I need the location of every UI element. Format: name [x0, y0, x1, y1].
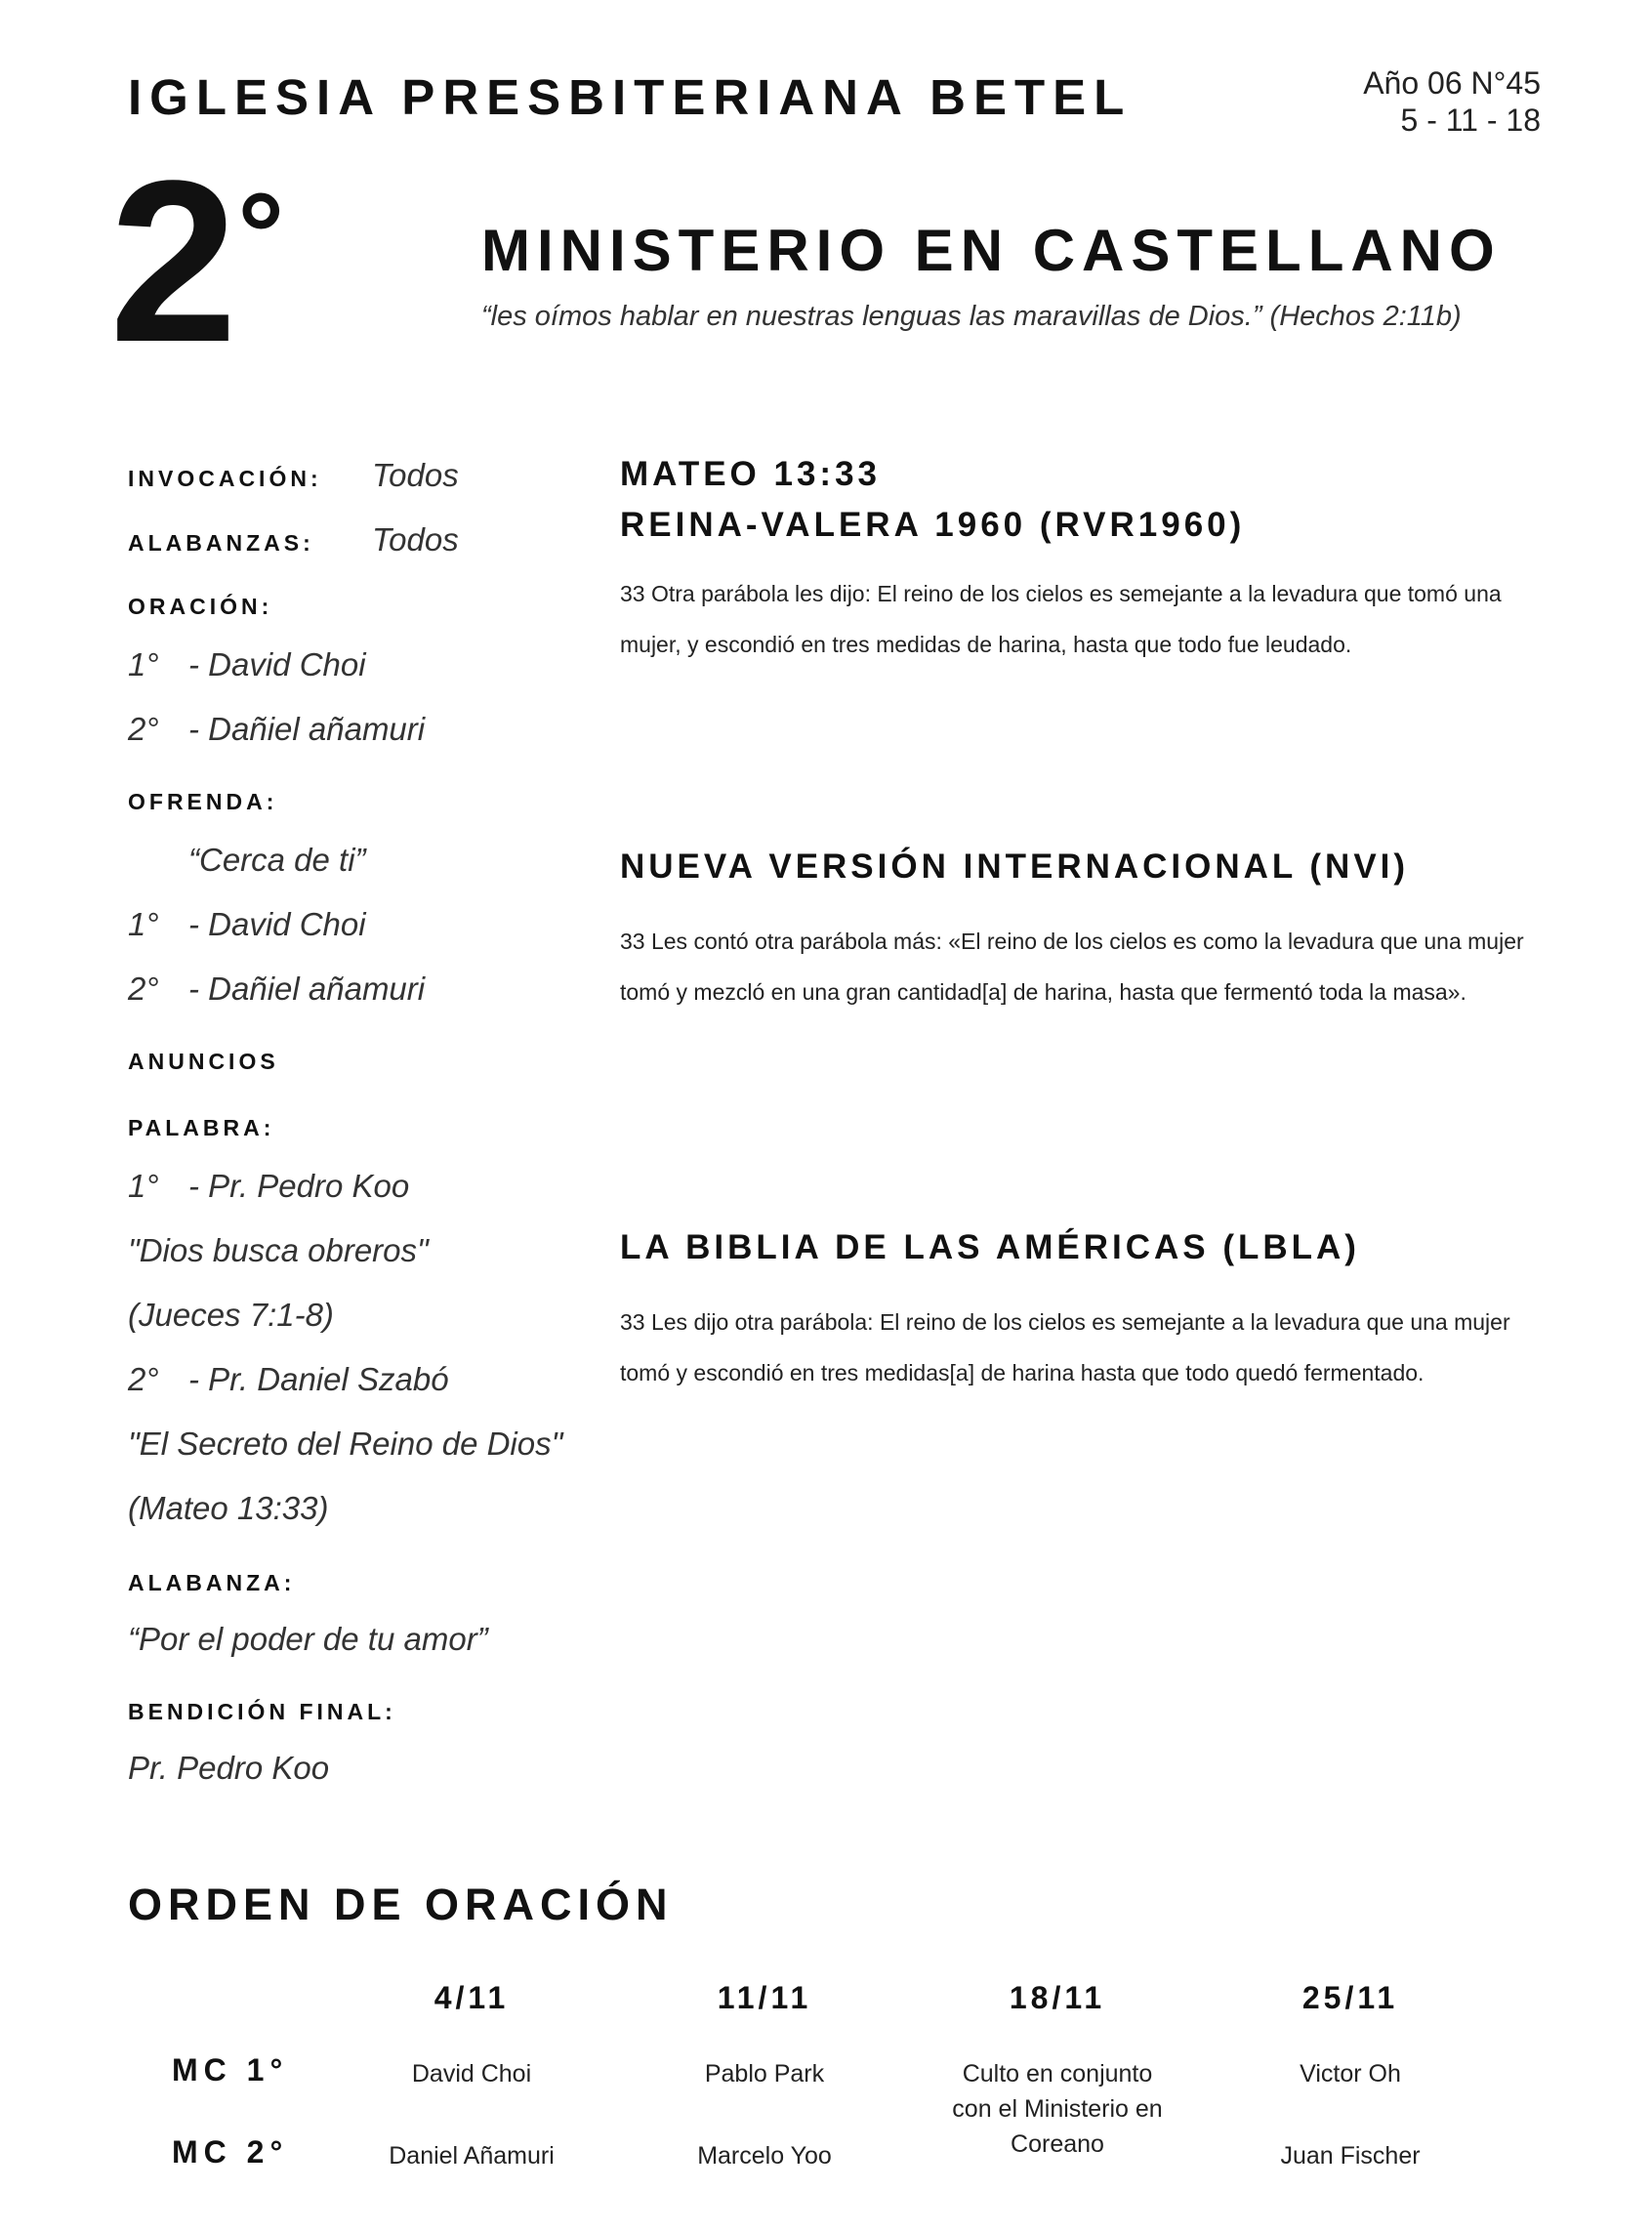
oracion-name: - Dañiel añamuri — [188, 711, 426, 747]
rvr-section — [620, 449, 1557, 670]
service-number-digit: 2 — [109, 133, 232, 391]
alabanza-label: ALABANZA: — [128, 1570, 296, 1595]
palabra-ord: 1° — [128, 1168, 159, 1204]
issue-info — [1363, 64, 1541, 139]
lbla-section — [620, 1222, 1557, 1398]
church-name: IGLESIA PRESBITERIANA BETEL — [128, 69, 1133, 125]
palabra-label: PALABRA: — [128, 1115, 275, 1140]
anuncios-label: ANUNCIOS — [128, 1049, 279, 1074]
rvr-text: 33 Otra parábola les dijo: El reino de los cielos es semejante a la levadura que tomó una mujer, y escondió en tres medidas de harina, hasta que todo fue leudado. — [620, 581, 1502, 657]
prayer-cell: Daniel Añamuri — [389, 2142, 555, 2170]
ofrenda-item — [128, 971, 425, 1008]
oracion-ord: 1° — [128, 646, 159, 682]
mc2-label: MC 2° — [172, 2134, 289, 2170]
service-number — [109, 133, 279, 391]
bendicion-value: Pr. Pedro Koo — [128, 1750, 330, 1786]
ofrenda-label: OFRENDA: — [128, 789, 278, 814]
ofrenda-ord: 1° — [128, 906, 159, 942]
prayer-cell: Marcelo Yoo — [697, 2142, 832, 2170]
rvr-title: REINA-VALERA 1960 (RVR1960) — [620, 506, 1246, 544]
scripture-reference: MATEO 13:33 — [620, 455, 882, 493]
invocacion-label: INVOCACIÓN: — [128, 466, 322, 491]
lbla-title: LA BIBLIA DE LAS AMÉRICAS (LBLA) — [620, 1228, 1360, 1266]
alabanza-value: “Por el poder de tu amor” — [128, 1621, 488, 1657]
date-header: 18/11 — [1009, 1980, 1106, 2015]
nvi-title: NUEVA VERSIÓN INTERNACIONAL (NVI) — [620, 847, 1410, 886]
alabanzas-label: ALABANZAS: — [128, 530, 314, 556]
ofrenda-name: - David Choi — [188, 906, 366, 942]
ministry-title: MINISTERIO EN CASTELLANO — [481, 218, 1502, 283]
mc1-label: MC 1° — [172, 2052, 289, 2087]
ministry-verse: “les oímos hablar en nuestras lenguas las maravillas de Dios.” (Hechos 2:11b) — [481, 301, 1462, 332]
oracion-ord: 2° — [128, 711, 159, 747]
palabra-item — [128, 1361, 449, 1398]
prayer-cell: David Choi — [411, 2060, 532, 2087]
palabra-ord: 2° — [128, 1361, 159, 1397]
sermon-reference: (Mateo 13:33) — [128, 1490, 329, 1526]
ofrenda-item — [128, 906, 366, 943]
invocacion-row — [128, 457, 459, 494]
issue-number: Año 06 N°45 — [1363, 65, 1541, 101]
prayer-order-title: ORDEN DE ORACIÓN — [128, 1880, 674, 1929]
issue-date: 5 - 11 - 18 — [1400, 103, 1541, 138]
prayer-cell: Pablo Park — [704, 2060, 825, 2087]
oracion-name: - David Choi — [188, 646, 366, 682]
date-header: 4/11 — [434, 1980, 510, 2015]
oracion-label: ORACIÓN: — [128, 594, 273, 619]
oracion-item — [128, 646, 366, 683]
prayer-cell: Culto en conjunto con el Ministerio en Coreano — [952, 2060, 1163, 2158]
prayer-cell: Juan Fischer — [1280, 2142, 1421, 2170]
ofrenda-name: - Dañiel añamuri — [188, 971, 426, 1007]
palabra-item — [128, 1168, 409, 1205]
service-number-degree: ° — [237, 169, 279, 300]
ofrenda-ord: 2° — [128, 971, 159, 1007]
nvi-text: 33 Les contó otra parábola más: «El reino de los cielos es como la levadura que una mujer tomó y mezcló en una gran cantidad[a] de harina, hasta que fermentó toda la masa». — [620, 929, 1524, 1005]
sermon-title: "El Secreto del Reino de Dios" — [128, 1426, 563, 1462]
sermon-title: "Dios busca obreros" — [128, 1232, 429, 1268]
alabanzas-value: Todos — [372, 521, 459, 558]
sermon-reference: (Jueces 7:1-8) — [128, 1297, 334, 1333]
ofrenda-song: “Cerca de ti” — [188, 842, 366, 878]
date-header: 11/11 — [717, 1980, 812, 2015]
date-header: 25/11 — [1301, 1980, 1399, 2015]
bendicion-label: BENDICIÓN FINAL: — [128, 1699, 396, 1724]
prayer-cell: Victor Oh — [1300, 2060, 1401, 2087]
alabanzas-row — [128, 521, 459, 558]
invocacion-value: Todos — [372, 457, 459, 493]
palabra-preacher: - Pr. Pedro Koo — [188, 1168, 410, 1204]
palabra-preacher: - Pr. Daniel Szabó — [188, 1361, 449, 1397]
lbla-text: 33 Les dijo otra parábola: El reino de los cielos es semejante a la levadura que una mujer tomó y escondió en tres medidas[a] de harina hasta que todo quedó fermentado. — [620, 1309, 1510, 1385]
nvi-section — [620, 842, 1557, 1017]
oracion-item — [128, 711, 425, 748]
